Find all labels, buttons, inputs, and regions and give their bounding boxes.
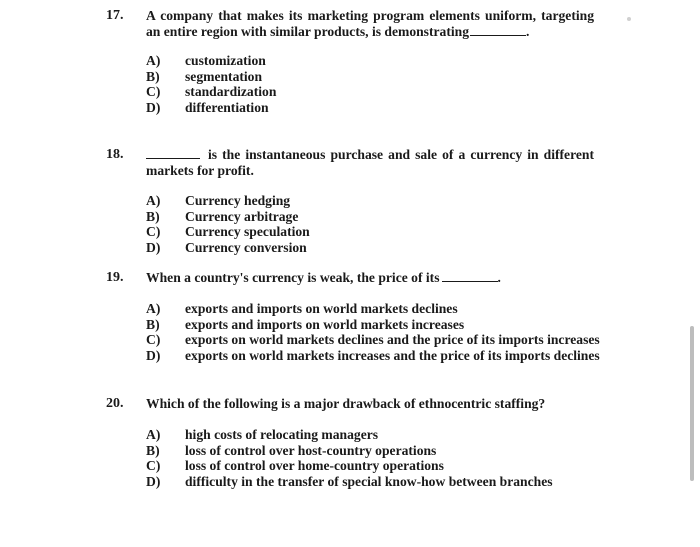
option-b[interactable]: B) segmentation (146, 68, 263, 84)
question-number: 17. (106, 8, 124, 23)
option-d[interactable]: D) Currency conversion (146, 239, 307, 255)
option-d[interactable]: D) difficulty in the transfer of special know-how between branches (146, 473, 553, 489)
answer-options (146, 301, 600, 363)
option-d[interactable]: D) differentiation (146, 99, 269, 115)
option-b[interactable]: B) Currency arbitrage (146, 208, 299, 224)
option-a[interactable]: A) high costs of relocating managers (146, 427, 379, 442)
option-c[interactable]: C) standardization (146, 84, 277, 99)
question-text: Which of the following is a major drawback of ethnocentric staffing? (146, 396, 546, 411)
option-c[interactable]: C) loss of control over home-country operations (146, 458, 444, 473)
option-b[interactable]: B) loss of control over host-country operations (146, 442, 437, 458)
decorative-dot (627, 17, 631, 21)
question-number: 18. (106, 147, 124, 162)
option-a[interactable]: A) Currency hedging (146, 193, 291, 208)
question-number: 20. (106, 396, 124, 411)
answer-options (146, 193, 310, 255)
answer-blank (442, 270, 498, 282)
option-d[interactable]: D) exports on world markets increases and the price of its imports declines (146, 347, 600, 363)
question-number: 19. (106, 270, 124, 285)
answer-options (146, 427, 553, 489)
option-c[interactable]: C) exports on world markets declines and the price of its imports increases (146, 332, 600, 347)
option-a[interactable]: A) customization (146, 53, 266, 68)
answer-blank (470, 24, 526, 36)
option-a[interactable]: A) exports and imports on world markets declines (146, 301, 458, 316)
question-text: is the instantaneous purchase and sale of a currency in different markets for profit. (146, 147, 594, 178)
option-b[interactable]: B) exports and imports on world markets increases (146, 316, 465, 332)
answer-blank (146, 147, 200, 159)
option-c[interactable]: C) Currency speculation (146, 224, 310, 239)
question-text: When a country's currency is weak, the price of its . (146, 270, 501, 285)
vertical-scrollbar[interactable] (690, 326, 694, 481)
question-text: A company that makes its marketing program elements uniform, targeting an entire region with similar products, is demonstrating . (146, 8, 594, 39)
answer-options (146, 53, 276, 115)
